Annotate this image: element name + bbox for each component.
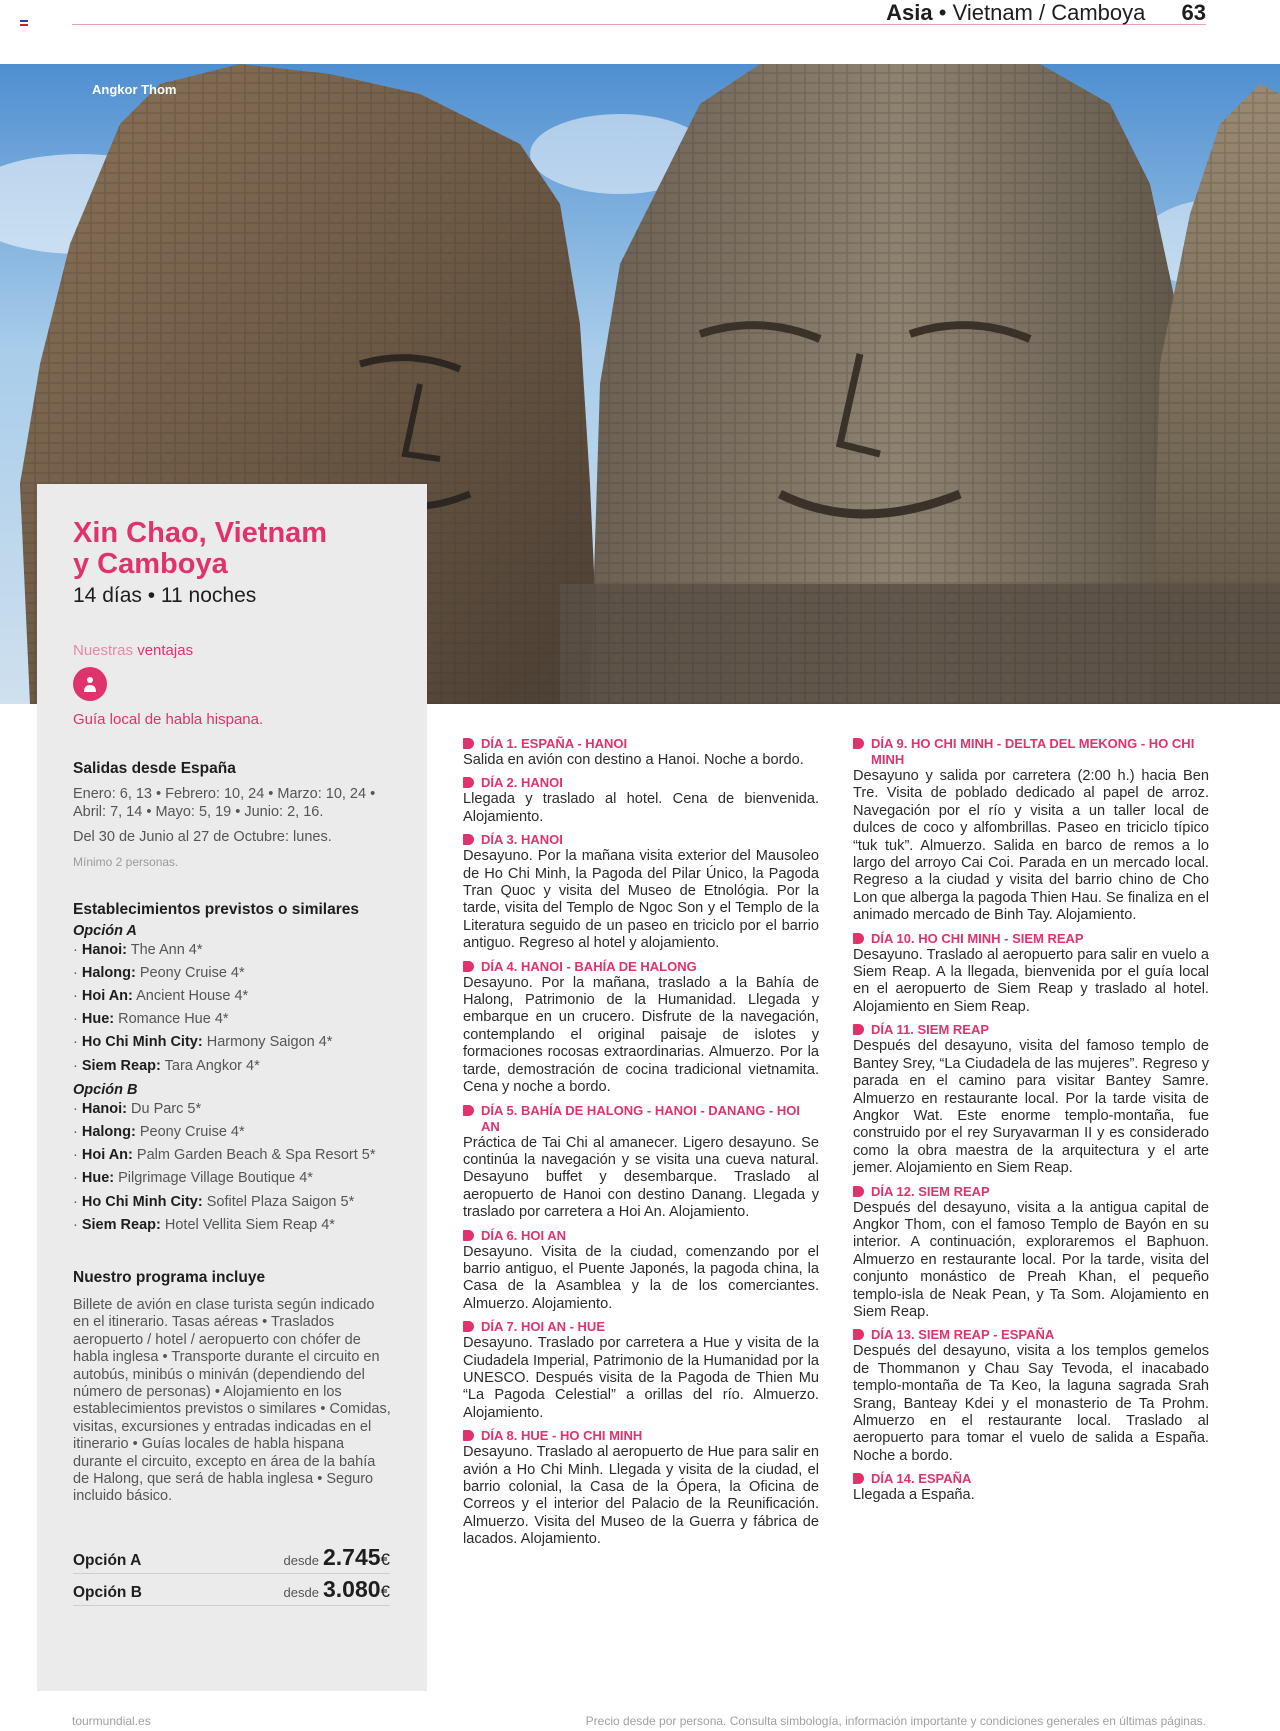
hotel-item: · Hoi An: Ancient House 4* bbox=[73, 987, 249, 1004]
trip-duration: 14 días • 11 noches bbox=[73, 584, 257, 607]
day-title: DÍA 10. HO CHI MINH - SIEM REAP bbox=[871, 930, 1084, 946]
hotel-item: · Siem Reap: Hotel Vellita Siem Reap 4* bbox=[73, 1216, 335, 1233]
price-currency: € bbox=[380, 1549, 390, 1569]
hotel-name: Peony Cruise 4* bbox=[139, 964, 245, 981]
day-marker-icon bbox=[463, 1321, 474, 1332]
day-heading bbox=[463, 832, 819, 848]
hotel-item: · Hanoi: The Ann 4* bbox=[73, 941, 203, 958]
day-description: Desayuno. Por la mañana, traslado a la Bahía de Halong, Patrimonio de la Humanidad. Llegada y embarque en un crucero. Disfrute de la navegación, contemplando el original paisaje de islotes y formaciones rocosas extraordinarias. Almuerzo. Por la tarde, demostración de cocina tradicional vietnamita. Cena y noche a bordo. bbox=[463, 974, 819, 1096]
option-a-hotel-list bbox=[73, 939, 393, 1078]
hotel-item: · Halong: Peony Cruise 4* bbox=[73, 1123, 245, 1140]
hotel-city: Hue: bbox=[81, 1011, 115, 1028]
day-title: DÍA 4. HANOI - BAHÍA DE HALONG bbox=[481, 958, 697, 974]
day-description: Después del desayuno, visita a los templos gemelos de Thommanon y Chau Say Tevoda, el inacabado templo-montaña de Ta Keo, la laguna sagrada Srah Srang, Banteay Kdei y el monasterio de Ta Prohm. Almuerzo en el restaurante local. Traslado al aeropuerto para tomar el vuelo de salida a España. Noche a bordo. bbox=[853, 1343, 1209, 1464]
day-description: Desayuno. Visita de la ciudad, comenzando por el barrio antiguo, el Puente Japonés, la pagoda china, la Casa de la Asamblea y la de los comerciantes. Almuerzo. Alojamiento. bbox=[463, 1243, 819, 1312]
program-heading: Nuestro programa incluye bbox=[73, 1268, 266, 1286]
hotel-name: Hotel Vellita Siem Reap 4* bbox=[164, 1216, 335, 1233]
day-title: DÍA 5. BAHÍA DE HALONG - HANOI - DANANG - HOI AN bbox=[481, 1102, 800, 1134]
day-heading bbox=[463, 1319, 819, 1335]
price-table bbox=[73, 1542, 393, 1606]
departure-extra: Del 30 de Junio al 27 de Octubre: lunes. bbox=[73, 829, 332, 845]
itinerary-day bbox=[853, 1022, 1209, 1177]
page-header bbox=[886, 0, 1206, 26]
itinerary-day bbox=[853, 1471, 1209, 1504]
day-title: DÍA 8. HUE - HO CHI MINH bbox=[481, 1428, 643, 1444]
program-includes-text: Billete de avión en clase turista según indicado en el itinerario. Tasas aéreas • Traslados aeropuerto / hotel / aeropuerto con chófer de habla inglesa • Transporte durante el circuito en autobús, minibús o miniván (dependiendo del número de personas) • Alojamiento en los establecimientos previstos o similares • Comidas, visitas, excursiones y entradas indicadas en el itinerario • Guías locales de habla hispana durante el circuito, excepto en área de la bahía de Halong, que será de habla inglesa • Seguro incluido básico. bbox=[73, 1296, 391, 1505]
itinerary-column-1 bbox=[463, 736, 819, 1555]
price-amount: 2.745 bbox=[322, 1543, 381, 1570]
price-option-label: Opción A bbox=[73, 1551, 142, 1569]
trip-summary-panel bbox=[37, 484, 427, 1691]
day-marker-icon bbox=[463, 777, 474, 788]
day-title: DÍA 1. ESPAÑA - HANOI bbox=[481, 736, 628, 751]
hotel-name: Sofitel Plaza Saigon 5* bbox=[206, 1193, 355, 1210]
itinerary-day bbox=[853, 1327, 1209, 1465]
hotel-name: Ancient House 4* bbox=[136, 987, 249, 1004]
day-marker-icon bbox=[853, 933, 864, 944]
day-marker-icon bbox=[853, 1186, 864, 1197]
itinerary-day bbox=[463, 959, 819, 1097]
hotel-city: Siem Reap: bbox=[81, 1057, 161, 1074]
day-marker-icon bbox=[853, 1329, 864, 1340]
hotel-item: · Siem Reap: Tara Angkor 4* bbox=[73, 1057, 260, 1074]
page-number: 63 bbox=[1181, 0, 1206, 25]
hotel-city: Hanoi: bbox=[81, 941, 127, 958]
hotel-city: Ho Chi Minh City: bbox=[81, 1193, 203, 1210]
hotel-item: · Hanoi: Du Parc 5* bbox=[73, 1100, 202, 1117]
advantages-word: ventajas bbox=[137, 642, 194, 659]
day-title: DÍA 2. HANOI bbox=[481, 775, 563, 791]
day-marker-icon bbox=[463, 1230, 474, 1241]
day-marker-icon bbox=[463, 738, 474, 749]
hotel-city: Hoi An: bbox=[81, 1147, 133, 1164]
language-flag-icon bbox=[20, 20, 28, 26]
guide-icon bbox=[73, 667, 107, 701]
itinerary-day bbox=[463, 1319, 819, 1422]
day-description: Desayuno. Traslado al aeropuerto para salir en vuelo a Siem Reap. A la llegada, bienvenida por el guía local en el aeropuerto de Siem Reap y traslado al hotel. Alojamiento en Siem Reap. bbox=[853, 946, 1209, 1015]
hotels-heading: Establecimientos previstos o similares bbox=[73, 900, 360, 918]
hotel-item: · Hue: Pilgrimage Village Boutique 4* bbox=[73, 1170, 313, 1187]
hotel-name: Palm Garden Beach & Spa Resort 5* bbox=[136, 1147, 376, 1164]
trip-summary-content bbox=[73, 518, 393, 1606]
day-marker-icon bbox=[853, 1024, 864, 1035]
itinerary-day bbox=[463, 1228, 819, 1314]
departure-dates: Enero: 6, 13 • Febrero: 10, 24 • Marzo: 10, 24 • Abril: 7, 14 • Mayo: 5, 19 • Junio: 2, 16. bbox=[73, 786, 376, 820]
day-description: Desayuno. Traslado por carretera a Hue y visita de la Ciudadela Imperial, Patrimonio de la Humanidad por la UNESCO. Después visita de la Pagoda de Thien Mu “La Pagoda Celestial” a orillas del río. Almuerzo. Alojamiento. bbox=[463, 1335, 819, 1421]
trip-title-line1: Xin Chao, Vietnam bbox=[73, 517, 328, 549]
hotel-city: Hue: bbox=[81, 1170, 115, 1187]
trip-title bbox=[73, 518, 393, 580]
day-heading bbox=[853, 1184, 1209, 1200]
day-heading bbox=[463, 1103, 819, 1135]
day-title: DÍA 6. HOI AN bbox=[481, 1227, 566, 1243]
hotel-name: Peony Cruise 4* bbox=[139, 1123, 245, 1140]
header-bullet: • bbox=[938, 0, 947, 25]
day-description: Llegada a España. bbox=[853, 1487, 975, 1504]
hotel-item: · Halong: Peony Cruise 4* bbox=[73, 964, 245, 981]
day-description: Desayuno y salida por carretera (2:00 h.) hacia Ben Tre. Visita de poblado dedicado al papel de arroz. Navegación por el río y visita a un taller local de dulces de coco y alfombrillas. Paseo en triciclo típico “tuk tuk”. Almuerzo. Salida en barco de remos a lo largo del arroyo Cai Coi. Parada en un mercado local. Regreso a la ciudad y visita del barrio chino de Cho Lon que alberga la pagoda Thien Hau. Se finaliza en el animado mercado de Binh Tay. Alojamiento. bbox=[853, 768, 1209, 924]
website-link[interactable]: tourmundial.es bbox=[72, 1714, 151, 1728]
hotel-city: Hoi An: bbox=[81, 987, 133, 1004]
hotel-name: Du Parc 5* bbox=[131, 1100, 202, 1117]
day-title: DÍA 12. SIEM REAP bbox=[871, 1183, 990, 1199]
price-from: desde bbox=[283, 1552, 319, 1568]
hotel-city: Ho Chi Minh City: bbox=[81, 1034, 203, 1051]
day-marker-icon bbox=[463, 834, 474, 845]
price-currency: € bbox=[380, 1581, 390, 1601]
hotel-name: The Ann 4* bbox=[130, 941, 203, 958]
day-description: Práctica de Tai Chi al amanecer. Ligero desayuno. Se continúa la navegación y se visita una cueva natural. Desayuno buffet y desembarque. Traslado al aeropuerto de Hanoi con destino Danang. Llegada y traslado por carretera a Hoi An. Alojamiento. bbox=[463, 1134, 819, 1221]
day-title: DÍA 3. HANOI bbox=[481, 832, 563, 848]
minimum-people: Mínimo 2 personas. bbox=[73, 854, 179, 869]
day-heading bbox=[463, 1428, 819, 1444]
day-marker-icon bbox=[853, 1473, 864, 1484]
price-row-option-b bbox=[73, 1574, 390, 1606]
header-region: Asia bbox=[886, 0, 933, 25]
advantages-heading bbox=[73, 642, 393, 659]
advantages-prefix: Nuestras bbox=[73, 642, 134, 659]
advantage-text: Guía local de habla hispana. bbox=[73, 711, 264, 728]
day-heading bbox=[853, 1022, 1209, 1038]
hotel-city: Halong: bbox=[81, 1123, 136, 1140]
day-heading bbox=[463, 1228, 819, 1244]
day-description: Desayuno. Traslado al aeropuerto de Hue para salir en avión a Ho Chi Minh. Llegada y visita de la ciudad, el barrio colonial, la Casa de la Ópera, la Oficina de Correos y el interior del Palacio de la Reunificación. Almuerzo. Visita del Museo de la Guerra y fábrica de lacados. Alojamiento. bbox=[463, 1444, 819, 1548]
itinerary-day bbox=[853, 736, 1209, 925]
itinerary-column-2 bbox=[853, 736, 1209, 1511]
hotel-name: Harmony Saigon 4* bbox=[206, 1034, 333, 1051]
footer-note: Precio desde por persona. Consulta simbología, información importante y condiciones generales en últimas páginas. bbox=[585, 1714, 1206, 1728]
itinerary-day bbox=[853, 931, 1209, 1017]
hotel-item: · Hoi An: Palm Garden Beach & Spa Resort 5* bbox=[73, 1147, 376, 1164]
day-title: DÍA 13. SIEM REAP - ESPAÑA bbox=[871, 1327, 1055, 1343]
itinerary-day bbox=[463, 736, 819, 769]
price-value bbox=[284, 1544, 390, 1571]
price-option-label: Opción B bbox=[73, 1583, 142, 1601]
day-heading bbox=[463, 736, 819, 752]
hotel-city: Siem Reap: bbox=[81, 1216, 161, 1233]
hotel-city: Halong: bbox=[81, 964, 136, 981]
itinerary-day bbox=[463, 832, 819, 952]
guide-icon-glyph bbox=[81, 675, 99, 693]
day-marker-icon bbox=[463, 1430, 474, 1441]
day-marker-icon bbox=[463, 961, 474, 972]
departures-heading: Salidas desde España bbox=[73, 760, 236, 777]
day-heading bbox=[853, 736, 1209, 768]
itinerary-day bbox=[463, 1428, 819, 1548]
day-title: DÍA 14. ESPAÑA bbox=[871, 1471, 972, 1487]
day-heading bbox=[853, 931, 1209, 947]
itinerary-day bbox=[463, 775, 819, 826]
hotel-item: · Ho Chi Minh City: Harmony Saigon 4* bbox=[73, 1034, 333, 1051]
option-b-label: Opción B bbox=[73, 1081, 138, 1098]
option-b-hotel-list bbox=[73, 1098, 393, 1237]
day-title: DÍA 7. HOI AN - HUE bbox=[481, 1319, 605, 1335]
day-marker-icon bbox=[853, 738, 864, 749]
hotel-city: Hanoi: bbox=[81, 1100, 127, 1117]
day-description: Después del desayuno, visita del famoso templo de Bantey Srey, “La Ciudadela de las mujeres”. Regreso y parada en el camino para visitar Bantey Samre. Almuerzo en restaurante local. Por la tarde visita de Angkor Wat. Este enorme templo-montaña, fue construido por el rey Suryavarman II y es considerado como la obra maestra de la arquitectura y el arte jemer. Alojamiento en Siem Reap. bbox=[853, 1038, 1209, 1177]
day-description: Llegada y traslado al hotel. Cena de bienvenida. Alojamiento. bbox=[463, 791, 819, 825]
photo-caption: Angkor Thom bbox=[92, 82, 177, 97]
hotel-name: Pilgrimage Village Boutique 4* bbox=[118, 1170, 313, 1187]
day-title: DÍA 11. SIEM REAP bbox=[871, 1022, 989, 1038]
itinerary-day bbox=[853, 1184, 1209, 1322]
option-a-label: Opción A bbox=[73, 922, 137, 939]
day-heading bbox=[853, 1327, 1209, 1343]
day-marker-icon bbox=[463, 1105, 474, 1116]
hotel-name: Tara Angkor 4* bbox=[164, 1057, 260, 1074]
day-heading bbox=[463, 959, 819, 975]
day-description: Desayuno. Por la mañana visita exterior del Mausoleo de Ho Chi Minh, la Pagoda del Pilar Único, la Pagoda Tran Quoc y visita del Museo de Etnológia. Por la tarde, visita del Templo de Ngoc Son y el Templo de la Literatura seguido de un paseo en triciclo por el barrio antiguo. Regreso al hotel y alojamiento. bbox=[463, 848, 819, 952]
hotel-item: · Ho Chi Minh City: Sofitel Plaza Saigon 5* bbox=[73, 1193, 355, 1210]
itinerary-day bbox=[463, 1103, 819, 1222]
day-title: DÍA 9. HO CHI MINH - DELTA DEL MEKONG - HO CHI MINH bbox=[871, 736, 1195, 767]
hotel-name: Romance Hue 4* bbox=[118, 1011, 229, 1028]
header-countries: Vietnam / Camboya bbox=[952, 0, 1146, 25]
price-amount: 3.080 bbox=[322, 1575, 381, 1602]
day-description: Salida en avión con destino a Hanoi. Noche a bordo. bbox=[463, 752, 804, 768]
price-from: desde bbox=[283, 1584, 319, 1600]
price-row-option-a bbox=[73, 1542, 390, 1574]
day-heading bbox=[853, 1471, 1209, 1487]
day-heading bbox=[463, 775, 819, 791]
day-description: Después del desayuno, visita a la antigua capital de Angkor Thom, con el famoso Templo de Bayón en su interior. A continuación, exploraremos el Baphuon. Almuerzo en restaurante local. Por la tarde, visita del conjunto monástico de Preah Khan, el pequeño templo-isla de Neak Pean, y Ta Som. Alojamiento en Siem Reap. bbox=[853, 1199, 1209, 1320]
price-value bbox=[284, 1576, 390, 1603]
hotel-item: · Hue: Romance Hue 4* bbox=[73, 1011, 229, 1028]
trip-title-line2: y Camboya bbox=[73, 548, 228, 580]
